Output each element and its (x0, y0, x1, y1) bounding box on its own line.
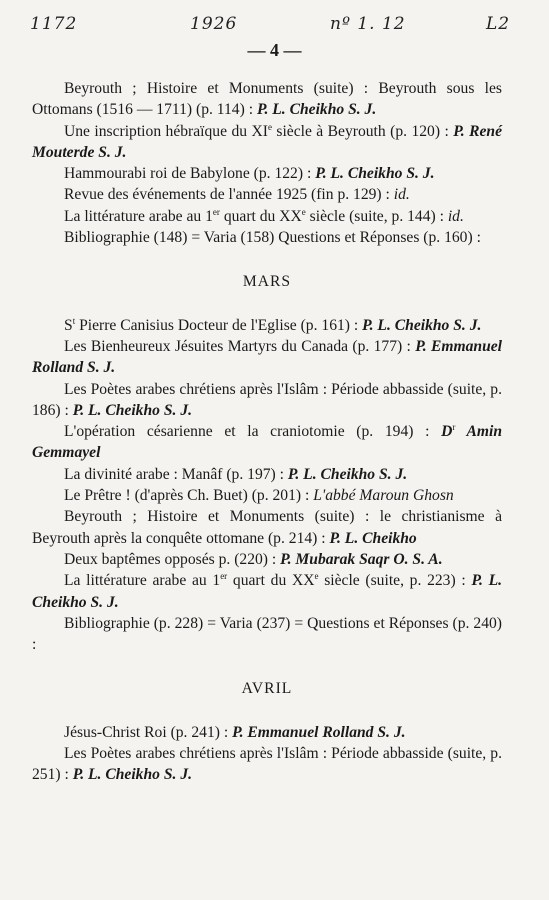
entry-text: La littérature arabe au 1 (64, 207, 213, 225)
author-name: P. L. Cheikho (329, 529, 417, 547)
entry-text: Jésus-Christ Roi (p. 241) : (64, 723, 233, 741)
entry-text: siècle (suite, p. 223) : (318, 572, 472, 590)
entry-text: siècle à Beyrouth (p. 120) : (271, 122, 454, 140)
toc-entry (32, 206, 502, 227)
author-name: P. L. Cheikho S. J. (287, 465, 408, 483)
toc-entry (32, 78, 502, 121)
toc-entry (32, 485, 502, 506)
toc-entry (32, 379, 502, 422)
handwritten-number: nº 1. 12 (330, 14, 406, 34)
author-name: P. L. Cheikho S. J. (362, 316, 482, 334)
entry-text: Beyrouth ; Histoire et Monuments (suite) : le christianisme à Beyrouth après la conquête ottomane (p. 214) : (32, 508, 502, 547)
toc-entry (32, 464, 502, 485)
handwritten-mark: L2 (486, 14, 511, 34)
entry-text: quart du XX (227, 572, 315, 590)
entry-text: L'opération césarienne et la craniotomie (p. 194) : (64, 423, 442, 441)
entry-text: S (64, 316, 73, 334)
entry-text: Bibliographie (148) = Varia (158) Questions et Réponses (p. 160) : (64, 229, 481, 247)
handwritten-year: 1926 (190, 14, 238, 34)
entry-text: Beyrouth ; Histoire et Monuments (suite) : Beyrouth sous les Ottomans (1516 — 1711) (p. 114) : (32, 80, 502, 119)
page-number: — 4 — (247, 40, 302, 60)
entry-text: Revue des événements de l'année 1925 (fin p. 129) : (64, 186, 394, 204)
toc-entry (32, 315, 502, 336)
author-name: P. Emmanuel Rolland S. J. (232, 723, 406, 741)
handwritten-note: 1172 (30, 14, 78, 34)
author-name: P. L. Cheikho S. J. (72, 401, 193, 419)
superscript: r (452, 421, 456, 432)
entry-text: Les Bienheureux Jésuites Martyrs du Canada (p. 177) : (64, 337, 416, 355)
entry-text: La littérature arabe au 1 (64, 572, 221, 590)
author-name: P. L. Cheikho S. J. (315, 165, 435, 183)
toc-entry (32, 227, 502, 248)
entry-text: Deux baptêmes opposés p. (220) : (64, 550, 281, 568)
toc-entry (32, 421, 502, 464)
section-heading: AVRIL (241, 680, 293, 698)
entry-text: Une inscription hébraïque du XI (64, 122, 268, 140)
entry-text: Hammourabi roi de Babylone (p. 122) : (64, 165, 316, 183)
toc-entry (32, 121, 502, 164)
author-name: P. Mubarak Saqr O. S. A. (280, 550, 443, 568)
entry-text: Bibliographie (p. 228) = Varia (237) = Questions et Réponses (p. 240) : (32, 614, 502, 654)
superscript: er (212, 206, 220, 217)
author-name: P. L. Cheikho S. J. (72, 766, 193, 784)
author-name: P. L. Cheikho S. J. (256, 101, 377, 119)
entry-text: Les Poètes arabes chrétiens après l'Islâm : Période abbasside (suite, p. 186) : (32, 380, 502, 419)
superscript: t (72, 315, 76, 326)
superscript: e (301, 206, 306, 217)
superscript: er (220, 571, 228, 582)
toc-entry (32, 570, 502, 613)
author-name: id. (393, 186, 410, 204)
superscript: e (314, 571, 319, 582)
entry-text: Pierre Canisius Docteur de l'Eglise (p. 161) : (75, 316, 363, 334)
toc-entry (32, 613, 502, 656)
author-name: D (441, 423, 453, 441)
toc-entry (32, 163, 502, 184)
toc-entry (32, 743, 502, 786)
toc-entry (32, 549, 502, 570)
table-of-contents (32, 78, 502, 786)
author-name: id. (447, 207, 464, 225)
toc-entry (32, 506, 502, 549)
toc-entry (32, 722, 502, 743)
entry-text: Le Prêtre ! (d'après Ch. Buet) (p. 201) : (64, 487, 314, 505)
entry-text: La divinité arabe : Manâf (p. 197) : (64, 465, 288, 483)
section-heading: MARS (242, 273, 292, 291)
author-name: P. L. Cheikho S. J. (32, 572, 502, 611)
superscript: e (267, 121, 272, 132)
entry-text: quart du XX (219, 207, 302, 225)
author-name: Amin Gemmayel (32, 423, 502, 462)
author-name: P. René Mouterde S. J. (32, 122, 502, 161)
toc-entry (32, 336, 502, 379)
entry-text: siècle (suite, p. 144) : (305, 207, 448, 225)
author-name: P. Emmanuel Rolland S. J. (32, 337, 503, 377)
toc-entry (32, 184, 502, 205)
entry-text: Les Poètes arabes chrétiens après l'Islâm : Période abbasside (suite, p. 251) : (32, 745, 502, 784)
author-name: L'abbé Maroun Ghosn (313, 487, 454, 505)
